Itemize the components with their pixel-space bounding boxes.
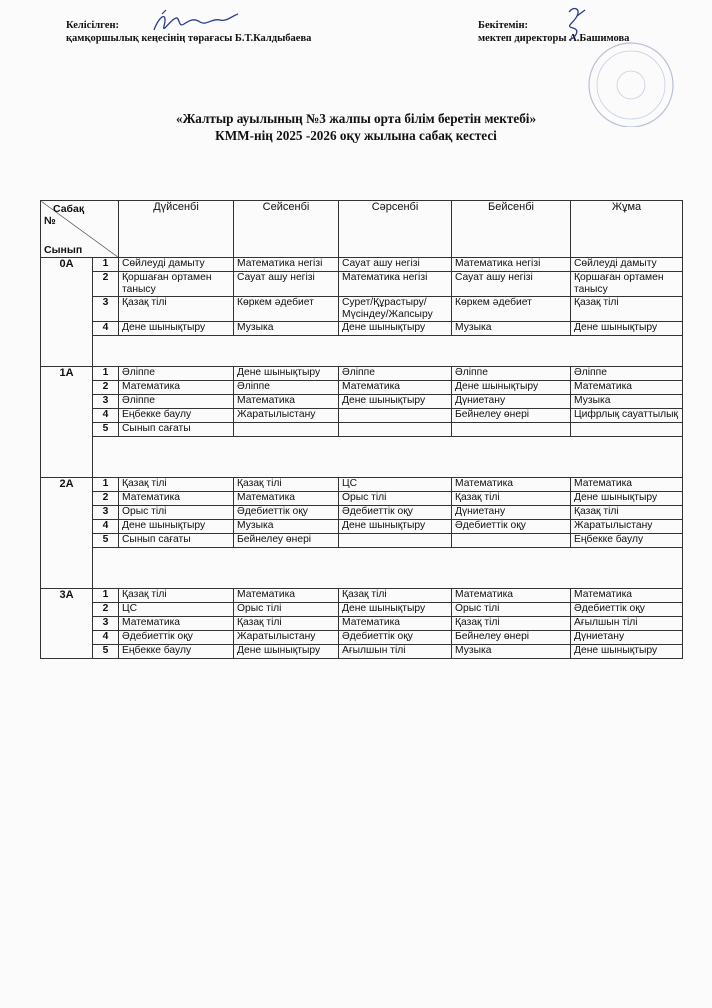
day-header-monday: Дүйсенбі — [119, 201, 234, 258]
subject-cell: Математика — [452, 478, 571, 492]
subject-cell: Сауат ашу негізі — [234, 272, 339, 297]
lesson-number-cell: 3 — [93, 617, 119, 631]
lesson-number-cell: 5 — [93, 423, 119, 437]
separator-cell — [93, 548, 683, 589]
subject-cell: Сөйлеуді дамыту — [119, 258, 234, 272]
lesson-row — [41, 603, 683, 617]
subject-cell: Қазақ тілі — [571, 297, 683, 322]
agreed-label: Келісілген: — [66, 20, 119, 31]
subject-cell: Математика — [234, 589, 339, 603]
class-separator-row — [41, 437, 683, 478]
lesson-row — [41, 272, 683, 297]
lesson-number-cell: 1 — [93, 589, 119, 603]
class-separator-row — [41, 336, 683, 367]
lesson-label: Сабақ — [53, 203, 85, 215]
subject-cell: ЦС — [119, 603, 234, 617]
subject-cell: Дүниетану — [571, 631, 683, 645]
subject-cell: Математика — [571, 478, 683, 492]
subject-cell: Сауат ашу негізі — [452, 272, 571, 297]
schedule-table — [40, 200, 683, 659]
subject-cell — [452, 423, 571, 437]
lesson-row — [41, 478, 683, 492]
lesson-number-cell: 4 — [93, 409, 119, 423]
subject-cell: Әдебиеттік оқу — [234, 506, 339, 520]
subject-cell: Математика негізі — [339, 272, 452, 297]
school-name: «Жалтыр ауылының №3 жалпы орта білім беретін мектебі» — [175, 111, 537, 126]
lesson-row — [41, 645, 683, 659]
subject-cell — [339, 534, 452, 548]
lesson-row — [41, 506, 683, 520]
lesson-number-cell: 3 — [93, 297, 119, 322]
board-chair-line: қамқоршылық кеңесінің төрағасы Б.Т.Калдыбаева — [66, 33, 312, 44]
subject-cell: Қазақ тілі — [571, 506, 683, 520]
subject-cell: Әдебиеттік оқу — [452, 520, 571, 534]
subject-cell: Дене шынықтыру — [234, 645, 339, 659]
subject-cell: Дене шынықтыру — [452, 381, 571, 395]
left-signature — [150, 8, 240, 38]
lesson-row — [41, 631, 683, 645]
lesson-number-cell: 4 — [93, 631, 119, 645]
table-header-row — [41, 201, 683, 258]
subject-cell: Қазақ тілі — [234, 478, 339, 492]
subject-cell: Дене шынықтыру — [571, 645, 683, 659]
subject-cell: Көркем әдебиет — [452, 297, 571, 322]
subject-cell: Сөйлеуді дамыту — [571, 258, 683, 272]
lesson-number-cell: 4 — [93, 520, 119, 534]
lesson-row — [41, 297, 683, 322]
subject-cell: Математика — [119, 492, 234, 506]
separator-cell — [93, 336, 683, 367]
subject-cell: Музыка — [234, 322, 339, 336]
subject-cell: Сынып сағаты — [119, 534, 234, 548]
subject-cell: Әліппе — [571, 367, 683, 381]
class-name-cell: 2А — [41, 478, 93, 589]
subject-cell: Еңбекке баулу — [119, 645, 234, 659]
subject-cell: Дене шынықтыру — [339, 395, 452, 409]
day-header-friday: Жұма — [571, 201, 683, 258]
subject-cell: Дене шынықтыру — [339, 520, 452, 534]
day-header-thursday: Бейсенбі — [452, 201, 571, 258]
subject-cell: Жаратылыстану — [571, 520, 683, 534]
subject-cell: Әліппе — [119, 367, 234, 381]
class-separator-row — [41, 548, 683, 589]
document-title — [0, 110, 712, 144]
subject-cell: Әліппе — [119, 395, 234, 409]
lesson-row — [41, 423, 683, 437]
number-label: № — [44, 215, 56, 227]
subject-cell: Дене шынықтыру — [571, 322, 683, 336]
lesson-row — [41, 322, 683, 336]
subject-cell — [339, 409, 452, 423]
subject-cell: Сурет/Құрастыру/ Мүсіндеу/Жапсыру — [339, 297, 452, 322]
subject-cell: Қазақ тілі — [119, 589, 234, 603]
lesson-number-cell: 4 — [93, 322, 119, 336]
subject-cell: Қазақ тілі — [119, 297, 234, 322]
schedule-body — [41, 258, 683, 659]
subject-cell: Ағылшын тілі — [339, 645, 452, 659]
subject-cell: Дүниетану — [452, 395, 571, 409]
subject-cell: Әдебиеттік оқу — [339, 506, 452, 520]
subject-cell: Орыс тілі — [119, 506, 234, 520]
day-header-wednesday: Сәрсенбі — [339, 201, 452, 258]
subject-cell: Дене шынықтыру — [234, 367, 339, 381]
subject-cell: Бейнелеу өнері — [452, 631, 571, 645]
subject-cell: Қазақ тілі — [339, 589, 452, 603]
approve-label: Бекітемін: — [478, 20, 529, 31]
subject-cell: Математика — [234, 492, 339, 506]
subject-cell: Орыс тілі — [339, 492, 452, 506]
subject-cell: Цифрлық сауаттылық — [571, 409, 683, 423]
subject-cell: Математика — [571, 381, 683, 395]
subject-cell — [571, 423, 683, 437]
subject-cell: Әліппе — [234, 381, 339, 395]
subject-cell: Әліппе — [452, 367, 571, 381]
lesson-number-cell: 2 — [93, 381, 119, 395]
lesson-number-cell: 3 — [93, 395, 119, 409]
subject-cell: Математика — [452, 589, 571, 603]
subject-cell: Дене шынықтыру — [119, 322, 234, 336]
class-label: Сынып — [44, 244, 83, 256]
lesson-row — [41, 520, 683, 534]
subject-cell: Музыка — [234, 520, 339, 534]
lesson-row — [41, 409, 683, 423]
lesson-row — [41, 617, 683, 631]
lesson-number-cell: 1 — [93, 367, 119, 381]
subject-cell: Әдебиеттік оқу — [571, 603, 683, 617]
day-header-tuesday: Сейсенбі — [234, 201, 339, 258]
subject-cell: Музыка — [571, 395, 683, 409]
subject-cell: Қазақ тілі — [452, 617, 571, 631]
subject-cell: Музыка — [452, 645, 571, 659]
subject-cell: Сынып сағаты — [119, 423, 234, 437]
subject-cell: Әдебиеттік оқу — [119, 631, 234, 645]
subject-cell — [339, 423, 452, 437]
lesson-number-cell: 2 — [93, 603, 119, 617]
director-line: мектеп директоры А.Башимова — [478, 33, 630, 44]
lesson-number-cell: 1 — [93, 258, 119, 272]
corner-header — [41, 201, 119, 258]
subject-cell: Қазақ тілі — [234, 617, 339, 631]
lesson-number-cell: 2 — [93, 492, 119, 506]
subject-cell: Сауат ашу негізі — [339, 258, 452, 272]
subject-cell: Қоршаған ортамен танысу — [571, 272, 683, 297]
subject-cell: Әдебиеттік оқу — [339, 631, 452, 645]
subject-cell: Математика — [339, 381, 452, 395]
lesson-row — [41, 395, 683, 409]
subject-cell: Еңбекке баулу — [119, 409, 234, 423]
lesson-number-cell: 3 — [93, 506, 119, 520]
lesson-number-cell: 2 — [93, 272, 119, 297]
subject-cell — [452, 534, 571, 548]
subject-cell: Бейнелеу өнері — [234, 534, 339, 548]
subject-cell: Математика — [339, 617, 452, 631]
subject-cell: Математика негізі — [234, 258, 339, 272]
lesson-row — [41, 381, 683, 395]
lesson-row — [41, 492, 683, 506]
subject-cell: Математика негізі — [452, 258, 571, 272]
class-name-cell: 1А — [41, 367, 93, 478]
subject-cell: Еңбекке баулу — [571, 534, 683, 548]
subject-cell: Математика — [234, 395, 339, 409]
subject-cell: Математика — [571, 589, 683, 603]
lesson-row — [41, 258, 683, 272]
subject-cell: Жаратылыстану — [234, 409, 339, 423]
lesson-number-cell: 5 — [93, 534, 119, 548]
subject-cell: Жаратылыстану — [234, 631, 339, 645]
subject-cell: Математика — [119, 381, 234, 395]
schedule-title: КММ-нің 2025 -2026 оқу жылына сабақ кестесі — [215, 128, 497, 143]
subject-cell: Көркем әдебиет — [234, 297, 339, 322]
subject-cell: Дене шынықтыру — [339, 322, 452, 336]
subject-cell: Бейнелеу өнері — [452, 409, 571, 423]
subject-cell: Дүниетану — [452, 506, 571, 520]
lesson-number-cell: 1 — [93, 478, 119, 492]
lesson-row — [41, 367, 683, 381]
subject-cell: Ағылшын тілі — [571, 617, 683, 631]
subject-cell: Қазақ тілі — [452, 492, 571, 506]
lesson-row — [41, 589, 683, 603]
subject-cell: Музыка — [452, 322, 571, 336]
subject-cell: Қоршаған ортамен танысу — [119, 272, 234, 297]
class-name-cell: 3А — [41, 589, 93, 659]
subject-cell: Қазақ тілі — [119, 478, 234, 492]
separator-cell — [93, 437, 683, 478]
subject-cell: Дене шынықтыру — [571, 492, 683, 506]
subject-cell: ЦС — [339, 478, 452, 492]
subject-cell: Орыс тілі — [452, 603, 571, 617]
lesson-number-cell: 5 — [93, 645, 119, 659]
subject-cell: Дене шынықтыру — [339, 603, 452, 617]
class-name-cell: 0А — [41, 258, 93, 367]
subject-cell: Математика — [119, 617, 234, 631]
subject-cell: Әліппе — [339, 367, 452, 381]
subject-cell: Дене шынықтыру — [119, 520, 234, 534]
subject-cell: Орыс тілі — [234, 603, 339, 617]
lesson-row — [41, 534, 683, 548]
subject-cell — [234, 423, 339, 437]
